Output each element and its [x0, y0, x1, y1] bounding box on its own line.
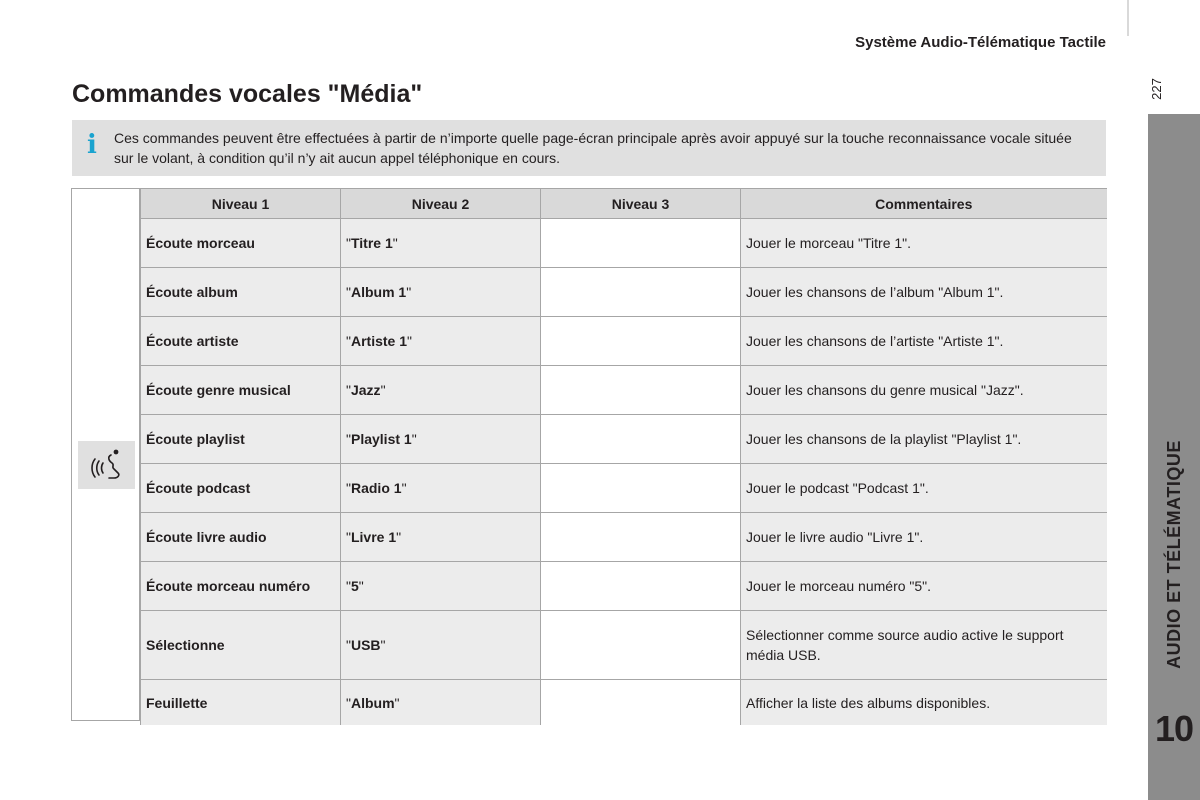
table-row — [141, 562, 1107, 611]
voice-command-icon — [78, 441, 135, 489]
level2-value: 5 — [350, 578, 359, 594]
cell-level2: "5" — [341, 562, 541, 611]
cell-comment: Sélectionner comme source audio active le support média USB. — [741, 611, 1107, 680]
table-row — [141, 464, 1107, 513]
cell-level3 — [541, 317, 741, 366]
level2-value: Playlist 1 — [350, 431, 412, 447]
header-niveau-1: Niveau 1 — [141, 189, 341, 219]
cell-comment: Jouer le morceau "Titre 1". — [741, 219, 1107, 268]
chapter-tab-label-box — [1148, 414, 1200, 694]
level2-value: Livre 1 — [350, 529, 397, 545]
cell-level1: Écoute playlist — [141, 415, 341, 464]
cell-level3 — [541, 366, 741, 415]
cell-level2: "USB" — [341, 611, 541, 680]
header-commentaires: Commentaires — [741, 189, 1107, 219]
cell-level1: Écoute genre musical — [141, 366, 341, 415]
level2-value: Radio 1 — [350, 480, 402, 496]
page-number: 227 — [1148, 78, 1164, 100]
cell-level3 — [541, 464, 741, 513]
cell-level3 — [541, 562, 741, 611]
cell-level1: Écoute artiste — [141, 317, 341, 366]
table-row — [141, 317, 1107, 366]
cell-comment: Jouer les chansons de la playlist "Playlist 1". — [741, 415, 1107, 464]
table-row — [141, 219, 1107, 268]
table-row — [141, 611, 1107, 680]
level2-value: USB — [350, 637, 381, 653]
cell-level1: Sélectionne — [141, 611, 341, 680]
cell-level2: "Album 1" — [341, 268, 541, 317]
cell-comment: Jouer les chansons du genre musical "Jazz". — [741, 366, 1107, 415]
voice-commands-table — [71, 188, 1107, 721]
table-row — [141, 513, 1107, 562]
chapter-number: 10 — [1154, 708, 1194, 749]
info-note — [72, 120, 1106, 176]
header-niveau-2: Niveau 2 — [341, 189, 541, 219]
cell-level2: "Radio 1" — [341, 464, 541, 513]
icon-column — [72, 189, 140, 720]
cell-comment: Jouer le morceau numéro "5". — [741, 562, 1107, 611]
cell-level1: Feuillette — [141, 680, 341, 726]
cell-level1: Écoute album — [141, 268, 341, 317]
cell-level2: "Playlist 1" — [341, 415, 541, 464]
level2-value: Album — [350, 694, 395, 711]
level2-value: Titre 1 — [350, 235, 393, 251]
table-row — [141, 366, 1107, 415]
cell-level1: Écoute livre audio — [141, 513, 341, 562]
cell-level3 — [541, 219, 741, 268]
cell-level1: Écoute morceau numéro — [141, 562, 341, 611]
cell-level3 — [541, 680, 741, 726]
speaking-head-icon — [90, 447, 124, 483]
cell-comment: Jouer le livre audio "Livre 1". — [741, 513, 1107, 562]
cell-level2: "Titre 1" — [341, 219, 541, 268]
level2-value: Artiste 1 — [350, 333, 408, 349]
cell-comment: Jouer le podcast "Podcast 1". — [741, 464, 1107, 513]
page-title: Commandes vocales "Média" — [72, 80, 423, 108]
level2-value: Jazz — [350, 382, 381, 398]
info-icon: i — [87, 130, 97, 160]
info-text: Ces commandes peuvent être effectuées à partir de n’importe quelle page-écran principale après avoir appuyé sur la touche reconnaissance vocale située sur le volant, à condition qu’il n’y ait aucun appel téléphonique en cours. — [114, 130, 1072, 166]
header-niveau-3: Niveau 3 — [541, 189, 741, 219]
cell-level3 — [541, 415, 741, 464]
cell-level1: Écoute morceau — [141, 219, 341, 268]
cell-level2: "Jazz" — [341, 366, 541, 415]
table-header-row — [141, 189, 1107, 219]
level2-value: Album 1 — [350, 284, 407, 300]
cell-level2: "Album" — [341, 680, 541, 726]
table-row — [141, 415, 1107, 464]
cell-level2: "Livre 1" — [341, 513, 541, 562]
cell-comment: Afficher la liste des albums disponibles. — [741, 680, 1107, 726]
commands-grid — [140, 189, 1107, 725]
table-row — [141, 680, 1107, 726]
cell-level3 — [541, 611, 741, 680]
top-divider — [1127, 0, 1129, 36]
cell-level3 — [541, 513, 741, 562]
chapter-tab-label: AUDIO ET TÉLÉMATIQUE — [1163, 439, 1184, 669]
cell-level1: Écoute podcast — [141, 464, 341, 513]
cell-level2: "Artiste 1" — [341, 317, 541, 366]
table-row — [141, 268, 1107, 317]
cell-level3 — [541, 268, 741, 317]
cell-comment: Jouer les chansons de l’artiste "Artiste 1". — [741, 317, 1107, 366]
cell-comment: Jouer les chansons de l’album "Album 1". — [741, 268, 1107, 317]
running-header: Système Audio-Télématique Tactile — [855, 34, 1106, 51]
